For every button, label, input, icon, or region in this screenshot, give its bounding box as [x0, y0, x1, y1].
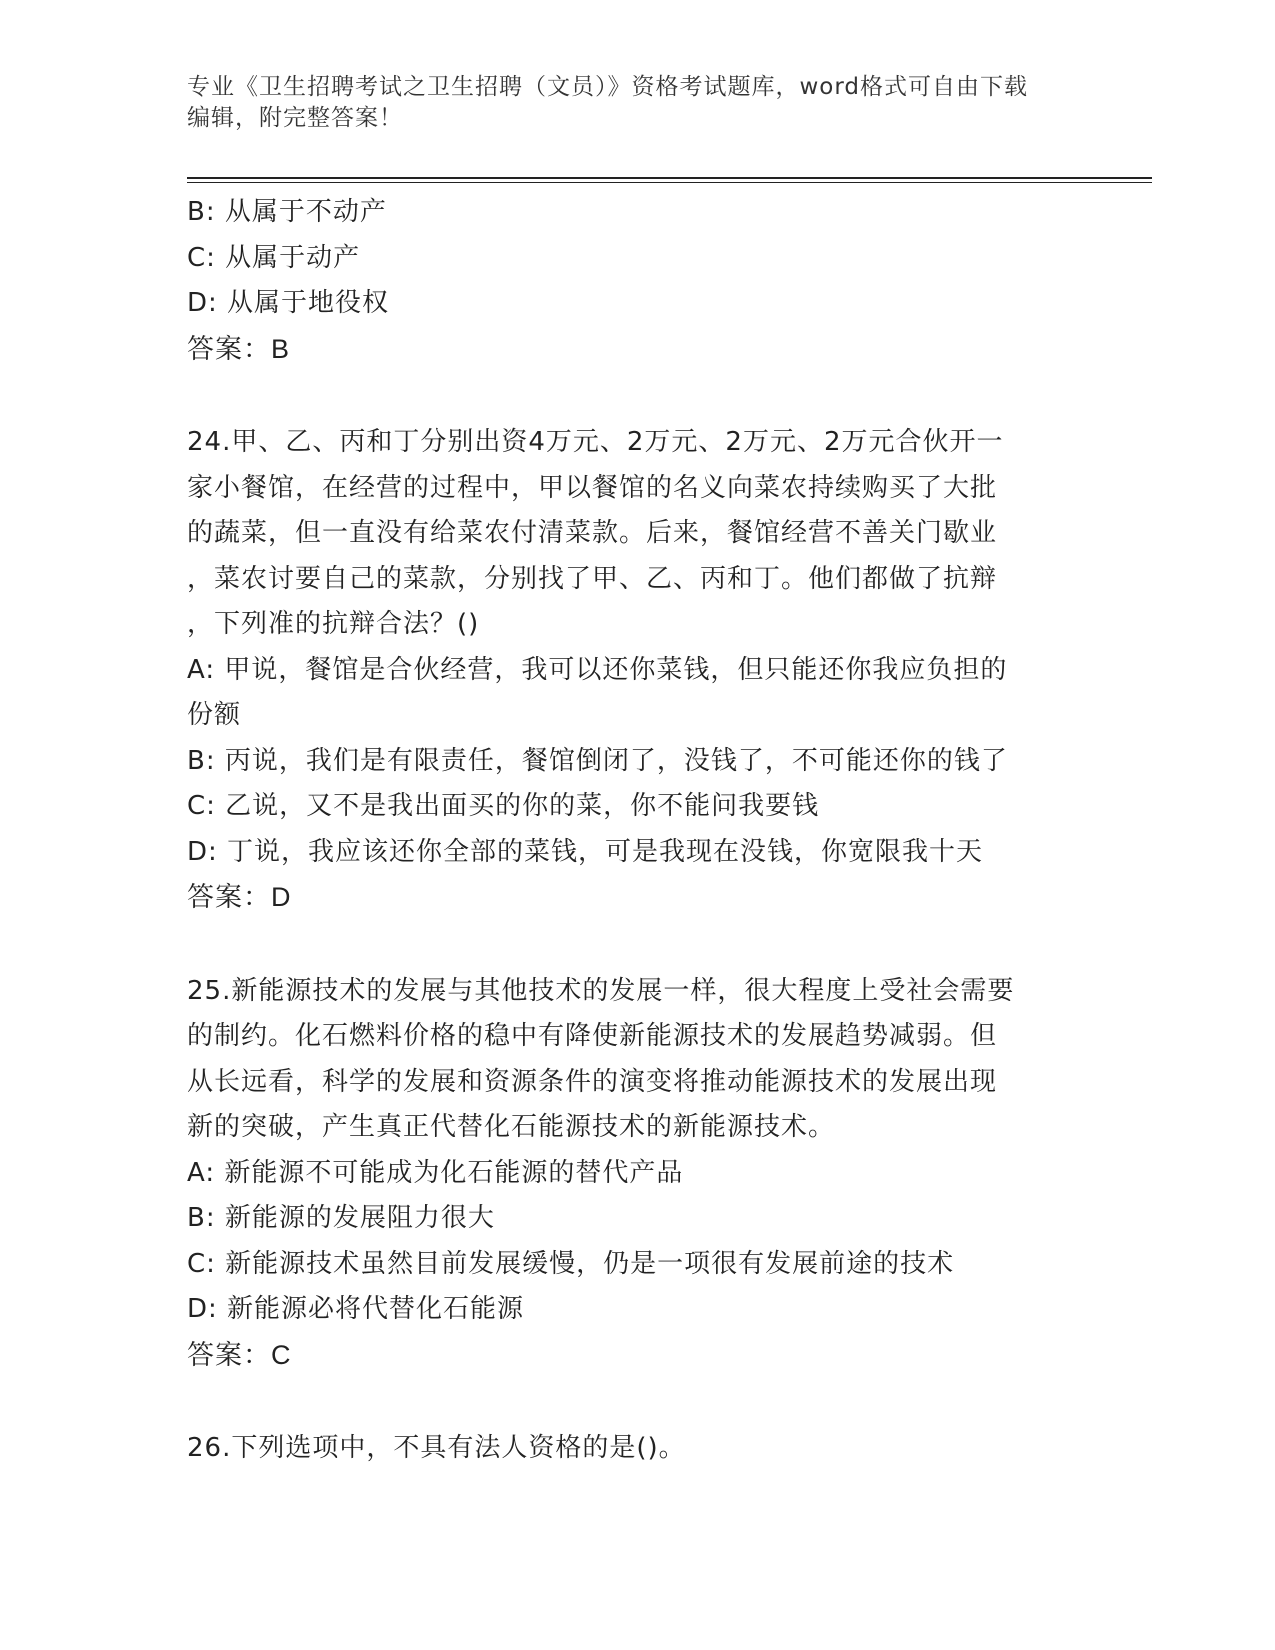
question-stem-line: 的制约。化石燃料价格的稳中有降使新能源技术的发展趋势减弱。但 [187, 1021, 998, 1051]
option-d: D: 从属于地役权 [187, 288, 390, 318]
question-spacer [187, 1378, 1127, 1426]
question-stem-line: 家小餐馆，在经营的过程中，甲以餐馆的名义向菜农持续购买了大批 [187, 472, 998, 503]
option-a: A: 新能源不可能成为化石能源的替代产品 [187, 1157, 684, 1188]
answer: 答案：B [187, 333, 291, 364]
question-25 [187, 969, 1127, 1379]
option-c: C: 乙说，又不是我出面买的你的菜，你不能问我要钱 [187, 791, 820, 821]
question-stem-line: 从长远看，科学的发展和资源条件的演变将推动能源技术的发展出现 [187, 1066, 998, 1097]
option-a: A: 甲说，餐馆是合伙经营，我可以还你菜钱，但只能还你我应负担的 [187, 654, 1008, 685]
question-24 [187, 420, 1127, 921]
option-a-continued: 份额 [187, 700, 242, 730]
question-stem-line: 新的突破，产生真正代替化石能源技术的新能源技术。 [187, 1112, 836, 1142]
question-stem-line: 的蔬菜，但一直没有给菜农付清菜款。后来，餐馆经营不善关门歇业 [187, 518, 998, 548]
option-c: C: 新能源技术虽然目前发展缓慢，仍是一项很有发展前途的技术 [187, 1248, 955, 1279]
question-stem-line: 25.新能源技术的发展与其他技术的发展一样，很大程度上受社会需要 [187, 975, 1015, 1006]
page-header [187, 72, 1087, 134]
question-spacer [187, 372, 1127, 420]
option-b: B: 丙说，我们是有限责任，餐馆倒闭了，没钱了，不可能还你的钱了 [187, 745, 1008, 776]
question-spacer [187, 921, 1127, 969]
question-stem-line: 24.甲、乙、丙和丁分别出资4万元、2万元、2万元、2万元合伙开一 [187, 427, 1004, 457]
question-26 [187, 1426, 1127, 1472]
question-stem-line: ，下列准的抗辩合法？() [187, 609, 480, 639]
option-c: C: 从属于动产 [187, 242, 361, 273]
question-content [187, 190, 1127, 1472]
header-line: 专业《卫生招聘考试之卫生招聘（文员）》资格考试题库，word格式可自由下载 [187, 74, 1029, 100]
question-23 [187, 190, 1127, 372]
option-d: D: 丁说，我应该还你全部的菜钱，可是我现在没钱，你宽限我十天 [187, 836, 984, 867]
answer: 答案：C [187, 1339, 292, 1370]
header-line: 编辑，附完整答案！ [187, 105, 403, 131]
question-stem-line: 26.下列选项中，不具有法人资格的是()。 [187, 1433, 686, 1463]
option-b: B: 新能源的发展阻力很大 [187, 1203, 495, 1233]
header-divider [187, 177, 1152, 179]
option-b: B: 从属于不动产 [187, 197, 387, 227]
question-stem-line: ，菜农讨要自己的菜款，分别找了甲、乙、丙和丁。他们都做了抗辩 [187, 563, 998, 594]
option-d: D: 新能源必将代替化石能源 [187, 1294, 525, 1324]
header-divider-thin [187, 182, 1152, 183]
answer: 答案：D [187, 882, 292, 912]
